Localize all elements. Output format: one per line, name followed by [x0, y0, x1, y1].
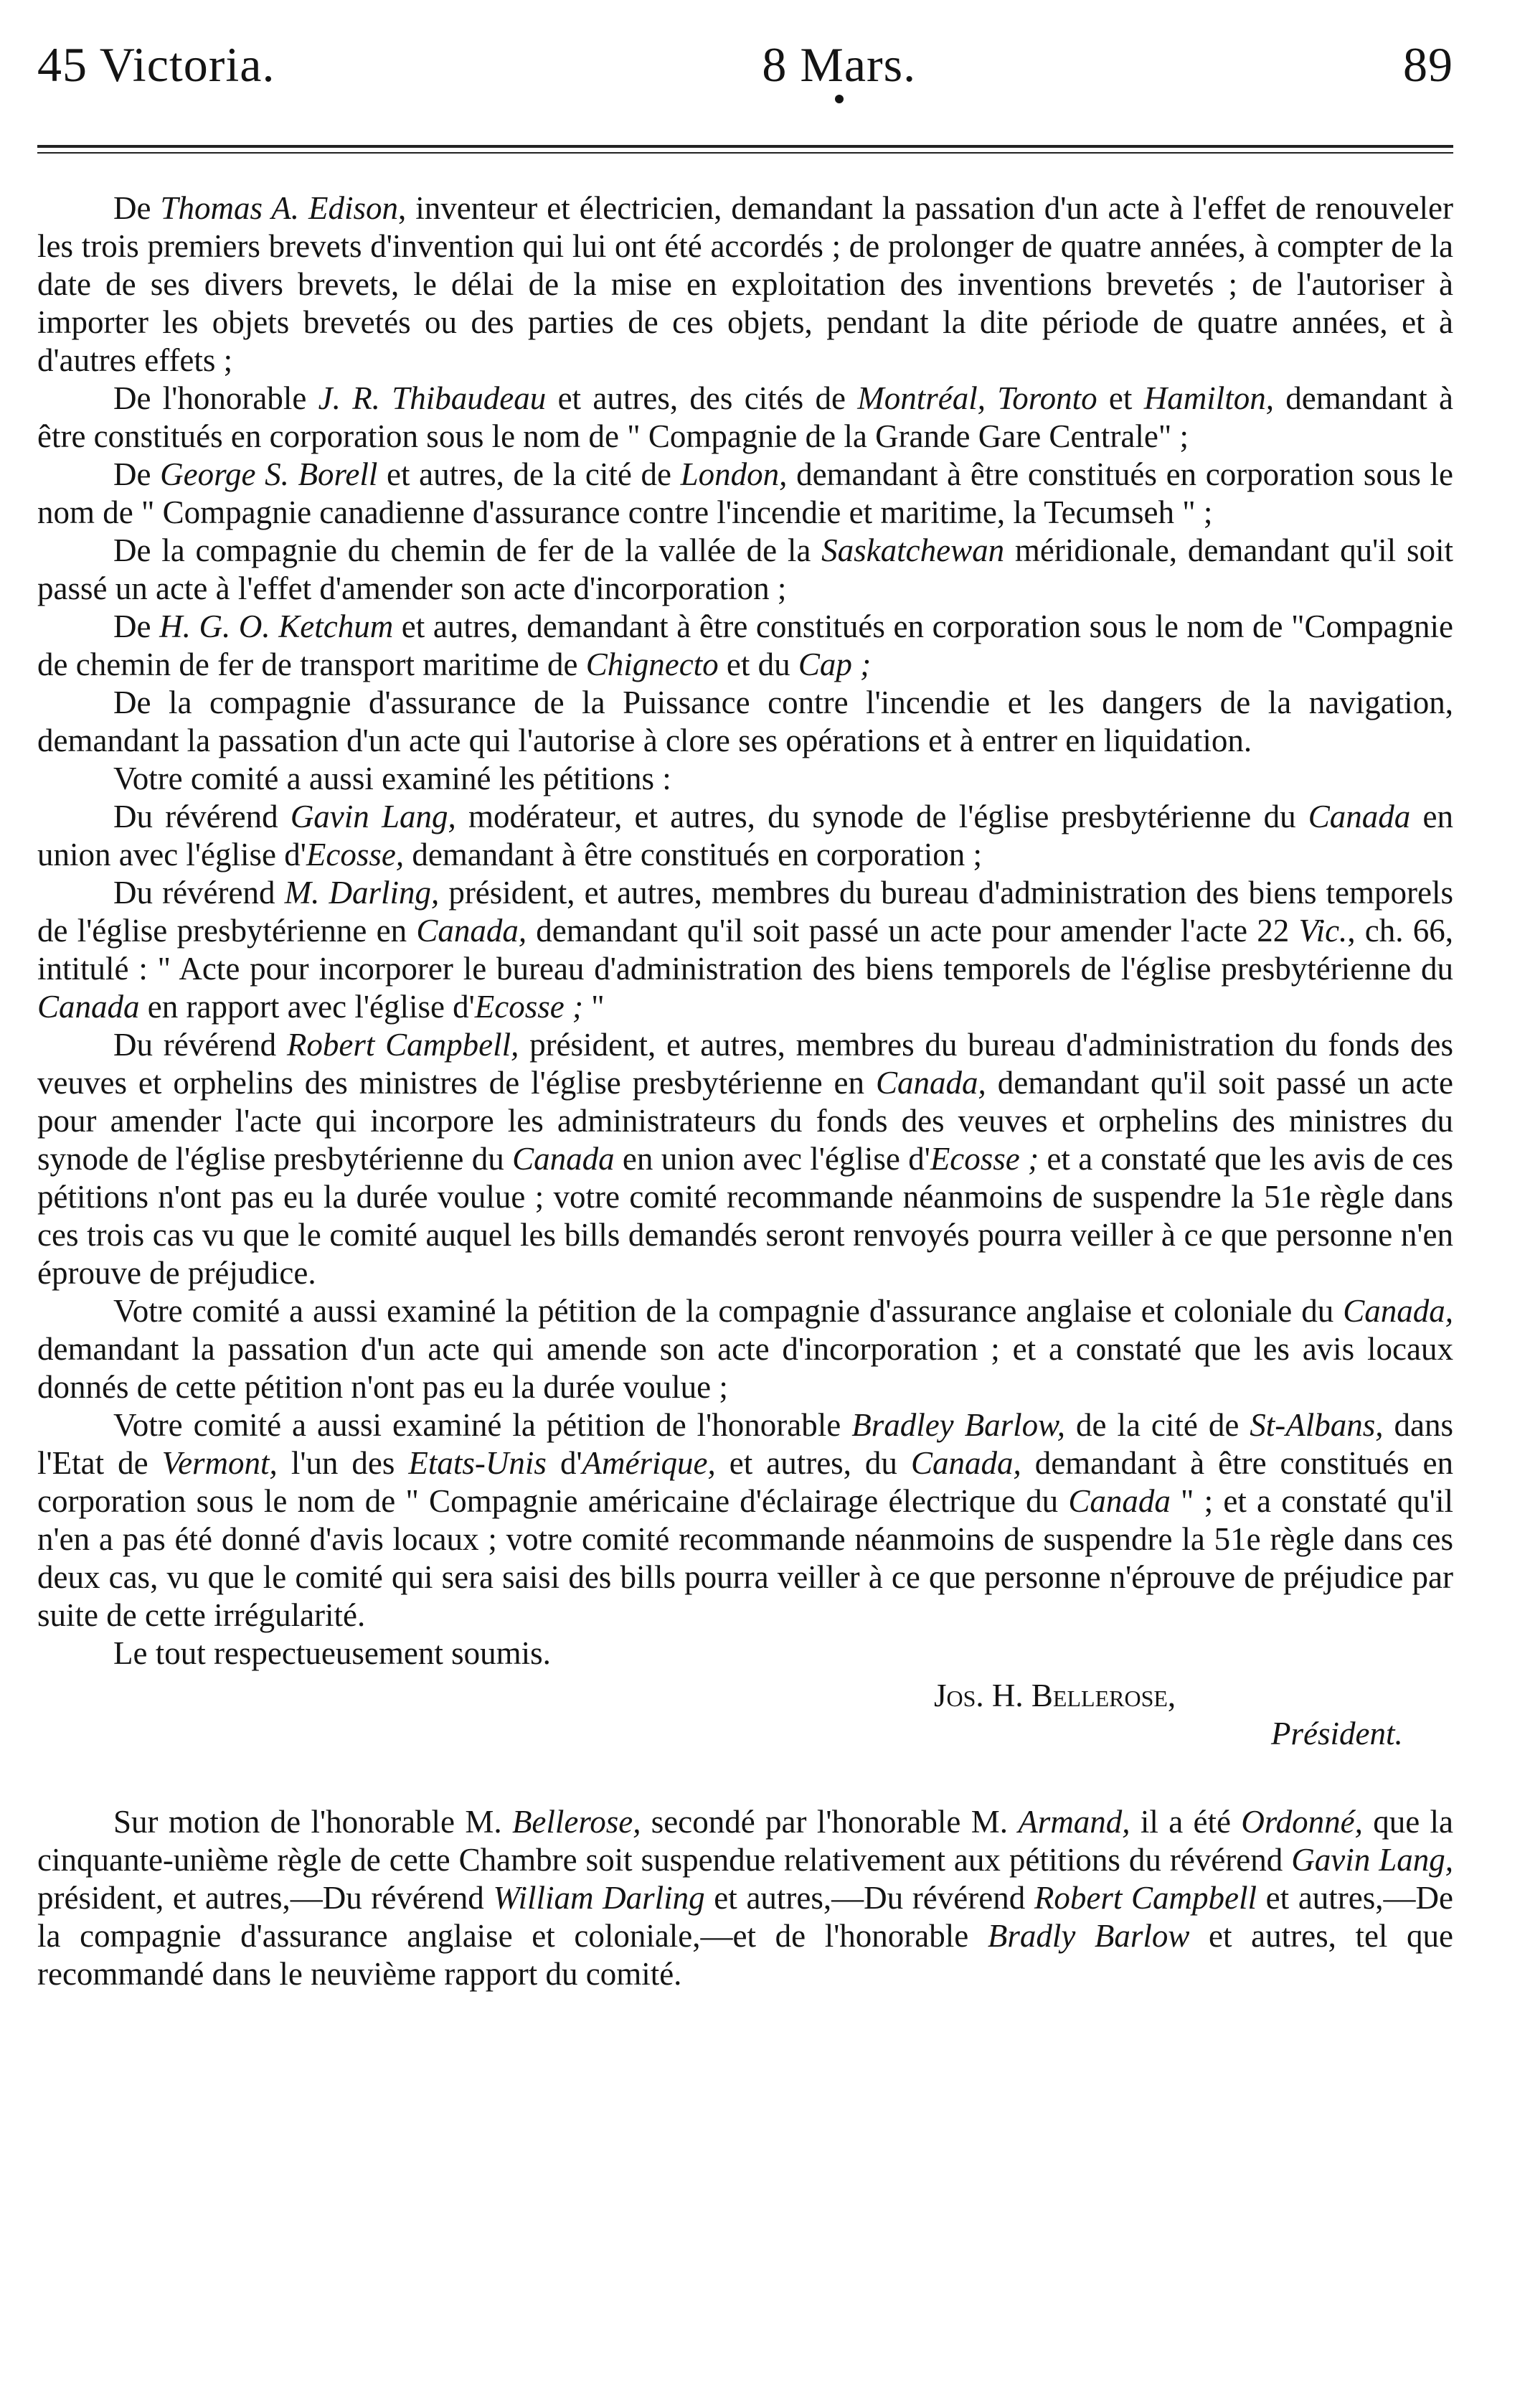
person-name: Bellerose, — [511, 1804, 641, 1840]
text-run: Du révérend — [113, 1027, 287, 1063]
text-run: et autres, du — [715, 1445, 911, 1481]
text-run: Du révérend — [113, 875, 285, 911]
closing-line: Le tout respectueusement soumis. — [113, 1635, 551, 1671]
petition-anglaise-coloniale — [37, 1292, 1453, 1406]
place-name: Chignecto — [585, 646, 719, 682]
text-run: demandant à être constitués en corporation ; — [404, 837, 983, 873]
place-name: Canada — [1068, 1483, 1171, 1519]
place-name: London, — [680, 456, 788, 492]
motion-paragraph — [37, 1803, 1453, 1993]
signature-block — [37, 1677, 1453, 1753]
text-run: demandant à être constitués en corporation sous le nom de " Compagnie de la Grande Gare Centrale" ; — [37, 380, 1454, 454]
text-run: de la cité de — [1065, 1407, 1250, 1443]
person-name: J. R. Thibaudeau — [318, 380, 547, 416]
text-run: " ; et a constaté qu'il n'en a pas été donné d'avis locaux ; votre comité recommande néanmoins de suspendre la 51e règle dans ces deux cas, vu que le comité qui sera saisi des bills pourra veiller à ce que personne n'éprouve de préjudice par suite de cette irrégularité. — [37, 1483, 1453, 1633]
text-run: et autres, de la cité de — [377, 456, 681, 492]
text-run: et autres,—Du révérend — [704, 1880, 1034, 1916]
text-run: et autres, des cités de — [546, 380, 858, 416]
petition-barlow — [37, 1406, 1453, 1635]
page-number: 89 — [1403, 37, 1453, 92]
header-dot — [835, 95, 844, 103]
person-name: William Darling — [493, 1880, 705, 1916]
place-name: Canada — [37, 989, 140, 1025]
petition-saskatchewan — [37, 532, 1453, 608]
ordered-keyword: Ordonné, — [1241, 1804, 1363, 1840]
person-name: M. Darling, — [284, 875, 440, 911]
text-run: De — [113, 456, 161, 492]
place-name: Saskatchewan — [821, 532, 1005, 568]
text-run: et — [1097, 380, 1144, 416]
text-run: modérateur, et autres, du synode de l'église presbytérienne du — [455, 799, 1308, 834]
text-run: demandant qu'il soit passé un acte pour amender l'acte qui incorpore les administrateurs du fonds des veuves et orphelins des ministres du synode de l'église presbytérienne du — [37, 1065, 1453, 1177]
petition-thibaudeau — [37, 380, 1453, 456]
person-name: Bradley Barlow, — [851, 1407, 1066, 1443]
text-run: que la cinquante-unième règle de cette Chambre soit suspendue relativement aux pétitions du révérend — [37, 1804, 1453, 1878]
text-run: d' — [546, 1445, 582, 1481]
text-run: et du — [718, 646, 798, 682]
text-run: Sur motion de l'honorable M. — [113, 1804, 512, 1840]
person-name: Gavin Lang, — [290, 799, 456, 834]
header-regnal-year: 45 Victoria. — [37, 37, 275, 92]
place-name: St-Albans, — [1250, 1407, 1384, 1443]
text-run: et a constaté que les avis de ces pétitions n'ont pas eu la durée voulue ; votre comité recommande néanmoins de suspendre la 51e règle dans ces trois cas vu que le comité auquel les bills demandés seront renvoyés pourra veiller à ce que personne n'en éprouve de préjudice. — [37, 1141, 1453, 1291]
text-run: et autres,—De la compagnie d'assurance anglaise et coloniale,—et de l'honorable — [37, 1880, 1453, 1954]
text-run: demandant à être constitués en corporation sous le nom de " Compagnie canadienne d'assurance contre l'incendie et maritime, la Tecumseh " ; — [37, 456, 1453, 530]
running-header — [37, 29, 1453, 100]
signatory-title: Président. — [1271, 1716, 1403, 1751]
person-name: Robert Campbell — [1034, 1880, 1257, 1916]
motion-section — [37, 1803, 1453, 1993]
place-name: Montréal, Toronto — [857, 380, 1097, 416]
place-name: Vermont, — [161, 1445, 278, 1481]
place-name: Canada, — [875, 1065, 986, 1101]
header-rule — [37, 145, 1453, 148]
text-run: demandant la passation d'un acte qui amende son acte d'incorporation ; et a constaté que les avis locaux donnés de cette pétition n'ont pas eu la durée voulue ; — [37, 1331, 1453, 1405]
text-run: en rapport avec l'église d' — [139, 989, 475, 1025]
statute-ref: Vic. — [1298, 913, 1348, 949]
petition-edison — [37, 189, 1453, 380]
petition-borell — [37, 456, 1453, 532]
text-run: président, et autres, membres du bureau d'administration du fonds des veuves et orphelins des ministres de l'église presbytérienne en — [37, 1027, 1453, 1101]
text-run: demandant à être constitués en corporation sous le nom de " Compagnie américaine d'éclairage électrique du — [37, 1445, 1453, 1519]
text-run: l'un des — [277, 1445, 409, 1481]
place-name: Canada, — [416, 913, 527, 949]
person-name: Gavin Lang, — [1291, 1842, 1453, 1878]
place-name: Amérique, — [582, 1445, 716, 1481]
place-name: Cap ; — [798, 646, 872, 682]
committee-intro: Votre comité a aussi examiné les pétitions : — [113, 761, 671, 796]
petition-lang — [37, 798, 1453, 874]
place-name: Hamilton, — [1143, 380, 1274, 416]
text-run: De — [113, 608, 160, 644]
text-run: , inventeur et électricien, demandant la passation d'un acte à l'effet de renouveler les trois premiers brevets d'invention qui lui ont été accordés ; de prolonger de quatre années, à compter de la date de ses divers brevets, le délai de la mise en exploitation des inventions brevetés ; de l'autoriser à importer les objets brevetés ou des parties de ces objets, pendant la dite période de quatre années, et à d'autres effets ; — [37, 190, 1453, 378]
place-name: Canada — [1308, 799, 1411, 834]
text-run: De la compagnie du chemin de fer de la vallée de la — [113, 532, 822, 568]
petition-campbell — [37, 1026, 1453, 1292]
petition-darling — [37, 874, 1453, 1026]
petition-ketchum — [37, 608, 1453, 684]
person-name: Thomas A. Edison — [160, 190, 399, 226]
place-name: Canada, — [1343, 1293, 1453, 1329]
text-run: secondé par l'honorable M. — [641, 1804, 1019, 1840]
place-name: Etats-Unis — [408, 1445, 547, 1481]
person-name: Armand, — [1018, 1804, 1130, 1840]
header-date-text: 8 Mars. — [762, 37, 917, 92]
body-text — [37, 189, 1453, 1673]
text-run: il a été — [1130, 1804, 1242, 1840]
signatory-name: Jos. H. Bellerose, — [934, 1678, 1176, 1713]
text-run: Votre comité a aussi examiné la pétition de l'honorable — [113, 1407, 852, 1443]
place-name: Canada, — [910, 1445, 1021, 1481]
petition-puissance: De la compagnie d'assurance de la Puissance contre l'incendie et les dangers de la navigation, demandant la passation d'un acte qui l'autorise à clore ses opérations et à entrer en liquidation. — [37, 685, 1453, 758]
text-run: dans l'Etat de — [37, 1407, 1453, 1481]
place-name: Ecosse ; — [930, 1141, 1039, 1177]
text-run: en union avec l'église d' — [37, 799, 1453, 873]
text-run: De — [113, 190, 161, 226]
place-name: Ecosse, — [306, 837, 405, 873]
text-run: président, et autres,—Du révérend — [37, 1880, 494, 1916]
text-run: Votre comité a aussi examiné la pétition de la compagnie d'assurance anglaise et coloniale du — [113, 1293, 1344, 1329]
text-run: en union avec l'église d' — [614, 1141, 930, 1177]
text-run: De l'honorable — [113, 380, 318, 416]
person-name: H. G. O. Ketchum — [159, 608, 394, 644]
person-name: Robert Campbell, — [286, 1027, 519, 1063]
text-run: , ch. 66, intitulé : " Acte pour incorporer le bureau d'administration des biens temporels de l'église presbytérienne du — [37, 913, 1453, 987]
place-name: Canada — [512, 1141, 615, 1177]
text-run: " — [583, 989, 605, 1025]
text-run: méridionale, demandant qu'il soit passé un acte à l'effet d'amender son acte d'incorporation ; — [37, 532, 1454, 606]
text-run: Du révérend — [113, 799, 291, 834]
header-date — [762, 29, 916, 100]
person-name: Bradly Barlow — [987, 1918, 1190, 1954]
person-name: George S. Borell — [160, 456, 378, 492]
text-run: et autres, demandant à être constitués en corporation sous le nom de "Compagnie de chemin de fer de transport maritime de — [37, 608, 1453, 682]
text-run: et autres, tel que recommandé dans le neuvième rapport du comité. — [37, 1918, 1453, 1992]
text-run: président, et autres, membres du bureau d'administration des biens temporels de l'église presbytérienne en — [37, 875, 1454, 949]
text-run: demandant qu'il soit passé un acte pour amender l'acte 22 — [527, 913, 1299, 949]
header-rule-thin — [37, 152, 1453, 154]
place-name: Ecosse ; — [474, 989, 583, 1025]
